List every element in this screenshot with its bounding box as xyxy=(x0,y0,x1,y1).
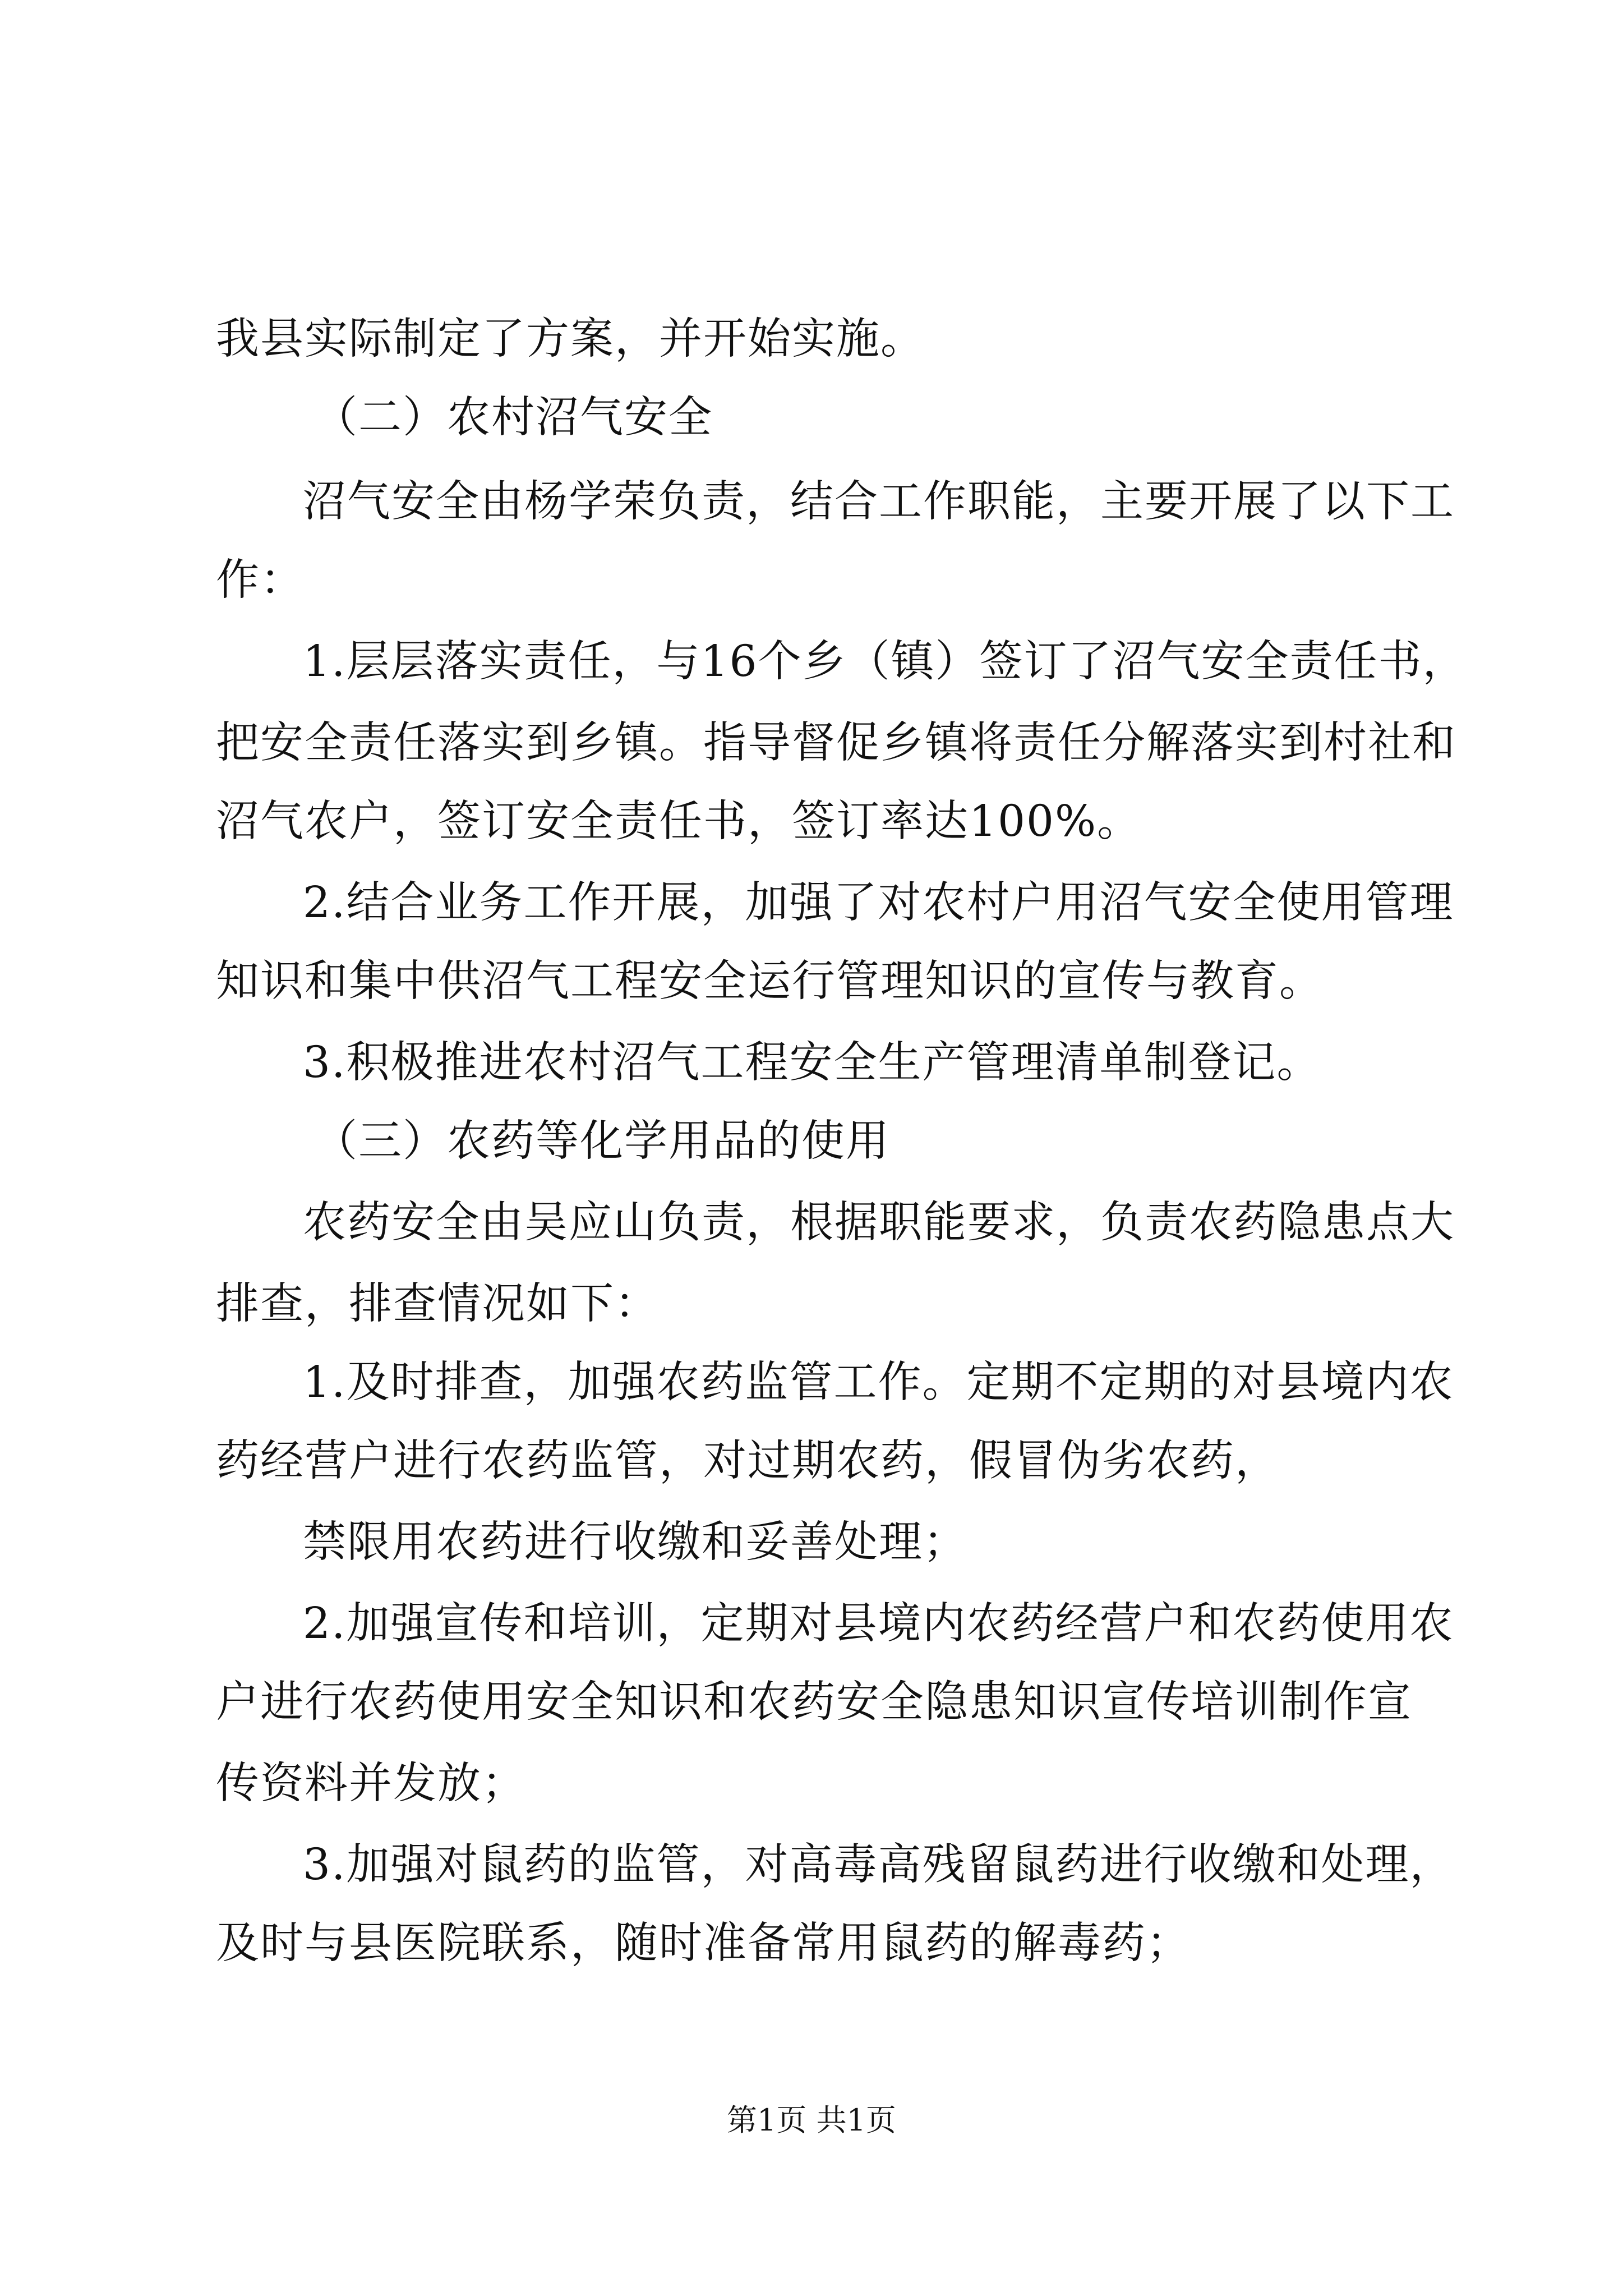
text-line: 户进行农药使用安全知识和农药安全隐患知识宣传培训制作宣 xyxy=(216,1677,1412,1727)
text-line: 3.加强对鼠药的监管，对高毒高残留鼠药进行收缴和处理， xyxy=(303,1840,1454,1890)
section-heading: （三）农药等化学用品的使用 xyxy=(314,1116,890,1166)
text-line: 3.积极推进农村沼气工程安全生产管理清单制登记。 xyxy=(303,1038,1321,1088)
text-line: 沼气农户，签订安全责任书，签订率达100%。 xyxy=(216,797,1142,846)
text-line: 药经营户进行农药监管，对过期农药，假冒伪劣农药， xyxy=(216,1436,1279,1486)
text-line: 1.及时排查，加强农药监管工作。定期不定期的对县境内农 xyxy=(303,1358,1454,1407)
page-footer: 第1页 共1页 xyxy=(727,2102,896,2138)
text-line: 禁限用农药进行收缴和妥善处理； xyxy=(303,1517,967,1567)
text-line: 作： xyxy=(216,555,305,605)
text-line: 把安全责任落实到乡镇。指导督促乡镇将责任分解落实到村社和 xyxy=(216,718,1456,768)
text-line: 农药安全由吴应山负责，根据职能要求，负责农药隐患点大 xyxy=(303,1198,1455,1248)
text-line: 2.加强宣传和培训，定期对县境内农药经营户和农药使用农 xyxy=(303,1599,1454,1649)
text-line: 沼气安全由杨学荣负责，结合工作职能，主要开展了以下工 xyxy=(303,477,1455,527)
text-line: 排查，排查情况如下： xyxy=(216,1279,659,1329)
text-line: 知识和集中供沼气工程安全运行管理知识的宣传与教育。 xyxy=(216,956,1324,1006)
text-line: 及时与县医院联系，随时准备常用鼠药的解毒药； xyxy=(216,1918,1191,1968)
text-line: 传资料并发放； xyxy=(216,1759,526,1809)
text-line: 2.结合业务工作开展，加强了对农村户用沼气安全使用管理 xyxy=(303,878,1454,928)
section-heading: （二）农村沼气安全 xyxy=(314,393,713,443)
text-line: 1.层层落实责任，与16个乡（镇）签订了沼气安全责任书， xyxy=(303,637,1467,687)
text-line: 我县实际制定了方案，并开始实施。 xyxy=(216,314,925,364)
